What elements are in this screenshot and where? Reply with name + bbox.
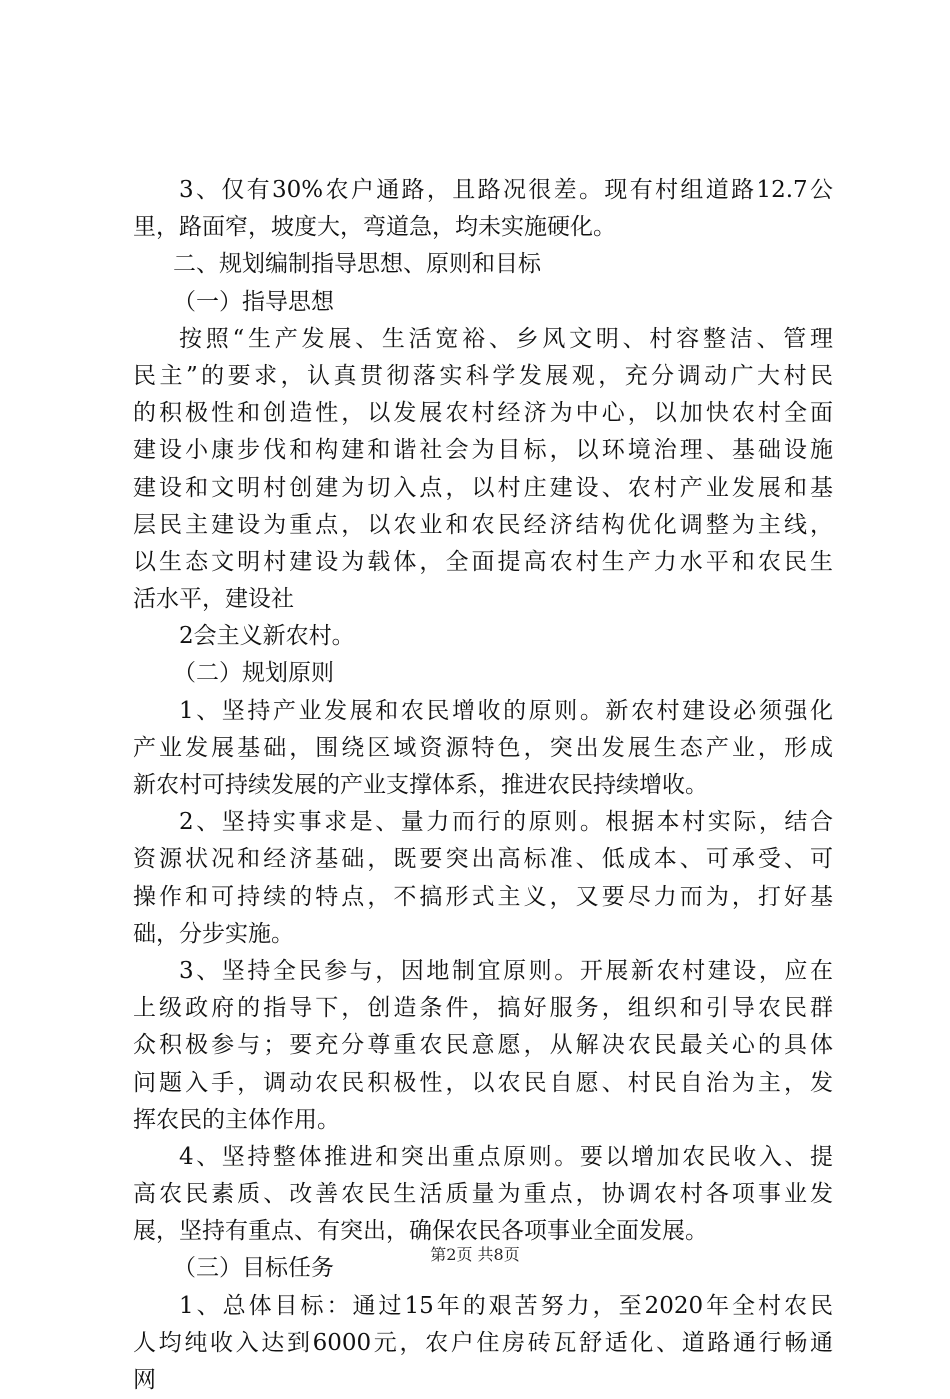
paragraph-line: 人均纯收入达到6000元，农户住房砖瓦舒适化、道路通行畅通: [133, 1329, 833, 1356]
subsection-heading: （三）目标任务: [173, 1255, 334, 1282]
paragraph-line: 网: [133, 1367, 156, 1393]
paragraph-line: 1、坚持产业发展和农民增收的原则。新农村建设必须强化: [179, 697, 833, 724]
paragraph-line: 础，分步实施。: [133, 920, 294, 947]
paragraph-line: 4、坚持整体推进和突出重点原则。要以增加农民收入、提: [179, 1143, 833, 1170]
paragraph-line: 建设和文明村创建为切入点，以村庄建设、农村产业发展和基: [133, 474, 833, 501]
paragraph-line: 3、坚持全民参与，因地制宜原则。开展新农村建设，应在: [179, 957, 833, 984]
paragraph-line: 产业发展基础，围绕区域资源特色，突出发展生态产业，形成: [133, 734, 833, 761]
paragraph-line: 活水平，建设社: [133, 586, 294, 613]
paragraph-line: 众积极参与；要充分尊重农民意愿，从解决农民最关心的具体: [133, 1032, 833, 1059]
paragraph-line: 层民主建设为重点，以农业和农民经济结构优化调整为主线，: [133, 511, 833, 538]
document-body: [133, 172, 833, 1399]
subsection-heading: （一）指导思想: [173, 288, 334, 315]
paragraph-line: 展，坚持有重点、有突出，确保农民各项事业全面发展。: [133, 1218, 708, 1245]
paragraph-line: 挥农民的主体作用。: [133, 1106, 340, 1133]
paragraph-line: 民主”的要求，认真贯彻落实科学发展观，充分调动广大村民: [133, 362, 833, 389]
paragraph-line: 的积极性和创造性，以发展农村经济为中心，以加快农村全面: [133, 400, 833, 427]
paragraph-line: 2会主义新农村。: [179, 623, 355, 650]
paragraph-line: 新农村可持续发展的产业支撑体系，推进农民持续增收。: [133, 772, 708, 798]
paragraph-line: 建设小康步伐和构建和谐社会为目标，以环境治理、基础设施: [133, 437, 833, 464]
page-number-footer: 第2页 共8页: [430, 1245, 520, 1264]
subsection-heading: （二）规划原则: [173, 660, 334, 687]
paragraph-line: 按照“生产发展、生活宽裕、乡风文明、村容整洁、管理: [179, 325, 833, 352]
paragraph-line: 资源状况和经济基础，既要突出高标准、低成本、可承受、可: [133, 846, 833, 873]
paragraph-line: 里，路面窄，坡度大，弯道急，均未实施硬化。: [133, 214, 616, 241]
paragraph-line: 问题入手，调动农民积极性，以农民自愿、村民自治为主，发: [133, 1069, 833, 1096]
paragraph-line: 1、总体目标：通过15年的艰苦努力，至2020年全村农民: [179, 1292, 833, 1319]
paragraph-line: 上级政府的指导下，创造条件，搞好服务，组织和引导农民群: [133, 995, 833, 1022]
section-heading: 二、规划编制指导思想、原则和目标: [173, 251, 541, 278]
paragraph-line: 操作和可持续的特点，不搞形式主义，又要尽力而为，打好基: [133, 883, 833, 910]
paragraph-line: 以生态文明村建设为载体，全面提高农村生产力水平和农民生: [133, 548, 833, 575]
paragraph-line: 2、坚持实事求是、量力而行的原则。根据本村实际，结合: [179, 809, 833, 836]
paragraph-line: 3、仅有30%农户通路，且路况很差。现有村组道路12.7公: [179, 177, 833, 203]
paragraph-line: 高农民素质、改善农民生活质量为重点，协调农村各项事业发: [133, 1181, 833, 1208]
